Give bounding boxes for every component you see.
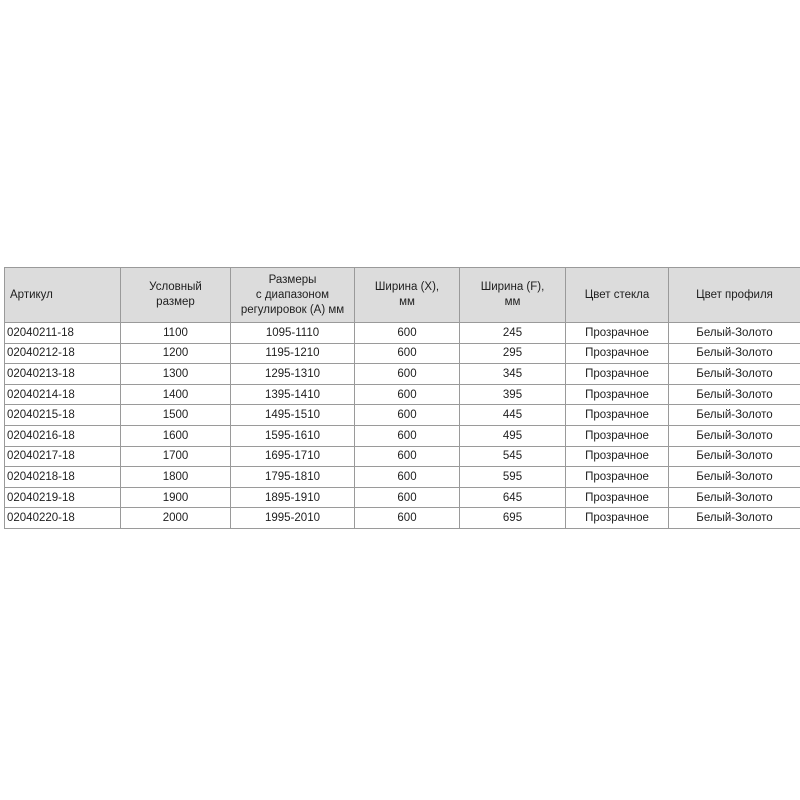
cell-nominal-size: 2000 — [121, 508, 231, 529]
cell-width-f: 545 — [460, 446, 566, 467]
cell-glass-color: Прозрачное — [566, 384, 669, 405]
cell-width-x: 600 — [355, 384, 460, 405]
cell-size-range: 1295-1310 — [231, 364, 355, 385]
cell-article: 02040216-18 — [5, 425, 121, 446]
cell-width-f: 295 — [460, 343, 566, 364]
cell-width-f: 595 — [460, 467, 566, 488]
table-row — [5, 405, 800, 426]
cell-size-range: 1495-1510 — [231, 405, 355, 426]
cell-profile-color: Белый-Золото — [669, 405, 800, 426]
table-row — [5, 364, 800, 385]
cell-article: 02040215-18 — [5, 405, 121, 426]
cell-nominal-size: 1900 — [121, 487, 231, 508]
header-width-x: Ширина (X), мм — [355, 268, 460, 323]
cell-nominal-size: 1700 — [121, 446, 231, 467]
header-row — [5, 268, 800, 323]
product-spec-table — [4, 267, 800, 529]
cell-profile-color: Белый-Золото — [669, 446, 800, 467]
table-row — [5, 446, 800, 467]
cell-width-x: 600 — [355, 323, 460, 344]
table-row — [5, 384, 800, 405]
cell-nominal-size: 1300 — [121, 364, 231, 385]
table-row — [5, 487, 800, 508]
cell-nominal-size: 1200 — [121, 343, 231, 364]
cell-nominal-size: 1500 — [121, 405, 231, 426]
header-width-f: Ширина (F), мм — [460, 268, 566, 323]
cell-size-range: 1895-1910 — [231, 487, 355, 508]
cell-profile-color: Белый-Золото — [669, 508, 800, 529]
cell-article: 02040212-18 — [5, 343, 121, 364]
cell-profile-color: Белый-Золото — [669, 364, 800, 385]
cell-nominal-size: 1800 — [121, 467, 231, 488]
cell-nominal-size: 1600 — [121, 425, 231, 446]
cell-article: 02040214-18 — [5, 384, 121, 405]
cell-width-x: 600 — [355, 487, 460, 508]
cell-glass-color: Прозрачное — [566, 323, 669, 344]
cell-profile-color: Белый-Золото — [669, 467, 800, 488]
cell-nominal-size: 1400 — [121, 384, 231, 405]
cell-size-range: 1195-1210 — [231, 343, 355, 364]
product-spec-table-container — [4, 267, 800, 529]
cell-profile-color: Белый-Золото — [669, 384, 800, 405]
cell-width-f: 245 — [460, 323, 566, 344]
cell-article: 02040219-18 — [5, 487, 121, 508]
table-row — [5, 425, 800, 446]
cell-width-f: 445 — [460, 405, 566, 426]
cell-profile-color: Белый-Золото — [669, 487, 800, 508]
cell-size-range: 1395-1410 — [231, 384, 355, 405]
cell-profile-color: Белый-Золото — [669, 425, 800, 446]
cell-nominal-size: 1100 — [121, 323, 231, 344]
cell-glass-color: Прозрачное — [566, 343, 669, 364]
header-glass-color: Цвет стекла — [566, 268, 669, 323]
table-body — [5, 323, 800, 529]
cell-width-x: 600 — [355, 508, 460, 529]
table-row — [5, 343, 800, 364]
cell-size-range: 1695-1710 — [231, 446, 355, 467]
cell-size-range: 1095-1110 — [231, 323, 355, 344]
header-nominal-size: Условный размер — [121, 268, 231, 323]
cell-width-x: 600 — [355, 405, 460, 426]
cell-article: 02040213-18 — [5, 364, 121, 385]
cell-profile-color: Белый-Золото — [669, 323, 800, 344]
cell-glass-color: Прозрачное — [566, 487, 669, 508]
cell-article: 02040218-18 — [5, 467, 121, 488]
cell-width-f: 495 — [460, 425, 566, 446]
cell-width-x: 600 — [355, 446, 460, 467]
cell-width-x: 600 — [355, 425, 460, 446]
cell-profile-color: Белый-Золото — [669, 343, 800, 364]
table-header — [5, 268, 800, 323]
cell-width-f: 695 — [460, 508, 566, 529]
cell-size-range: 1595-1610 — [231, 425, 355, 446]
table-row — [5, 508, 800, 529]
cell-article: 02040211-18 — [5, 323, 121, 344]
table-row — [5, 467, 800, 488]
cell-article: 02040217-18 — [5, 446, 121, 467]
header-profile-color: Цвет профиля — [669, 268, 800, 323]
cell-size-range: 1995-2010 — [231, 508, 355, 529]
cell-width-x: 600 — [355, 467, 460, 488]
cell-width-f: 645 — [460, 487, 566, 508]
cell-glass-color: Прозрачное — [566, 425, 669, 446]
cell-glass-color: Прозрачное — [566, 446, 669, 467]
cell-glass-color: Прозрачное — [566, 405, 669, 426]
cell-size-range: 1795-1810 — [231, 467, 355, 488]
cell-width-f: 395 — [460, 384, 566, 405]
header-article: Артикул — [5, 268, 121, 323]
table-row — [5, 323, 800, 344]
cell-glass-color: Прозрачное — [566, 508, 669, 529]
cell-width-f: 345 — [460, 364, 566, 385]
cell-width-x: 600 — [355, 364, 460, 385]
header-size-range: Размеры с диапазоном регулировок (А) мм — [231, 268, 355, 323]
cell-glass-color: Прозрачное — [566, 467, 669, 488]
cell-article: 02040220-18 — [5, 508, 121, 529]
cell-glass-color: Прозрачное — [566, 364, 669, 385]
cell-width-x: 600 — [355, 343, 460, 364]
